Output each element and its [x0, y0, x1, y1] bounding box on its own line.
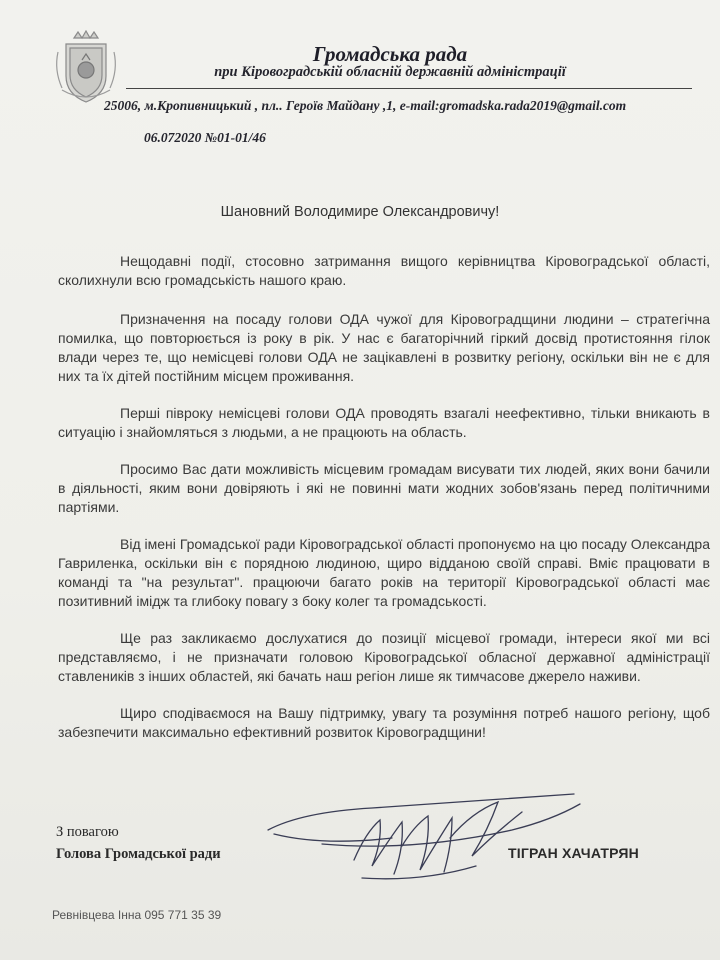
salutation: Шановний Володимире Олександровичу!	[220, 204, 500, 220]
paragraph: Нещодавні події, стосовно затримання вищого керівництва Кіровоградської області, сколихнули всю громадськість нашого краю.	[58, 253, 710, 288]
coat-of-arms-icon	[52, 30, 120, 106]
paragraph: Призначення на посаду голови ОДА чужої для Кіровоградщини людини – стратегічна помилка, що повторюється із року в рік. У нас є багаторічний гіркий досвід протистояння гілок влади через те, що немісцеві голови ОДА не зацікавлені в розвитку регіону, оскільки він не є для них та їх дітей постійним місцем проживання.	[58, 311, 710, 384]
paragraph: Щиро сподіваємося на Вашу підтримку, увагу та розуміння потреб нашого регіону, щоб забезпечити максимально ефективний розвиток Кіровоградщини!	[58, 705, 710, 740]
closing-regards: З повагою	[56, 824, 119, 840]
org-subtitle: при Кіровоградській обласній державній адміністрації	[214, 64, 566, 80]
closing-block	[56, 821, 221, 865]
paragraph: Перші півроку немісцеві голови ОДА проводять взагалі неефективно, тільки вникають в ситуацію і знайомляться з людьми, а не працюють на область.	[58, 405, 710, 440]
document-reference: 06.072020 №01-01/46	[144, 130, 266, 145]
org-address: 25006, м.Кропивницький , пл.. Героїв Майдану ,1, e-mail:gromadska.rada2019@gmail.com	[104, 98, 627, 113]
org-title: Громадська рада	[312, 42, 468, 66]
letter-body	[58, 252, 710, 760]
paragraph: Ще раз закликаємо дослухатися до позиції місцевої громади, інтереси якої ми всі представляємо, і не призначати головою Кіровоградської обласної державної адміністрації ставлеників з інших областей, які бачать наш регіон лише як тимчасове джерело наживи.	[58, 630, 710, 684]
paragraph: Від імені Громадської ради Кіровоградської області пропонуємо на цю посаду Олександра Гавриленка, оскільки він є порядною людиною, щиро відданою своїй справі. Вміє працювати в команді та "на результат". працюючи багато років на території Кіровоградської області має позитивний імідж та глибоку повагу з боку колег та громадськості.	[58, 536, 710, 609]
signer-role: Голова Громадської ради	[56, 846, 221, 862]
header-divider	[126, 88, 692, 89]
paragraph: Просимо Вас дати можливість місцевим громадам висувати тих людей, яких вони бачили в діяльності, яким вони довіряють і які не повинні мати жодних зобов'язань перед політичними партіями.	[58, 461, 710, 515]
signer-name: ТІГРАН ХАЧАТРЯН	[508, 845, 639, 861]
contact-person: Ревнівцева Інна 095 771 35 39	[52, 908, 222, 922]
handwritten-signature	[262, 782, 592, 892]
